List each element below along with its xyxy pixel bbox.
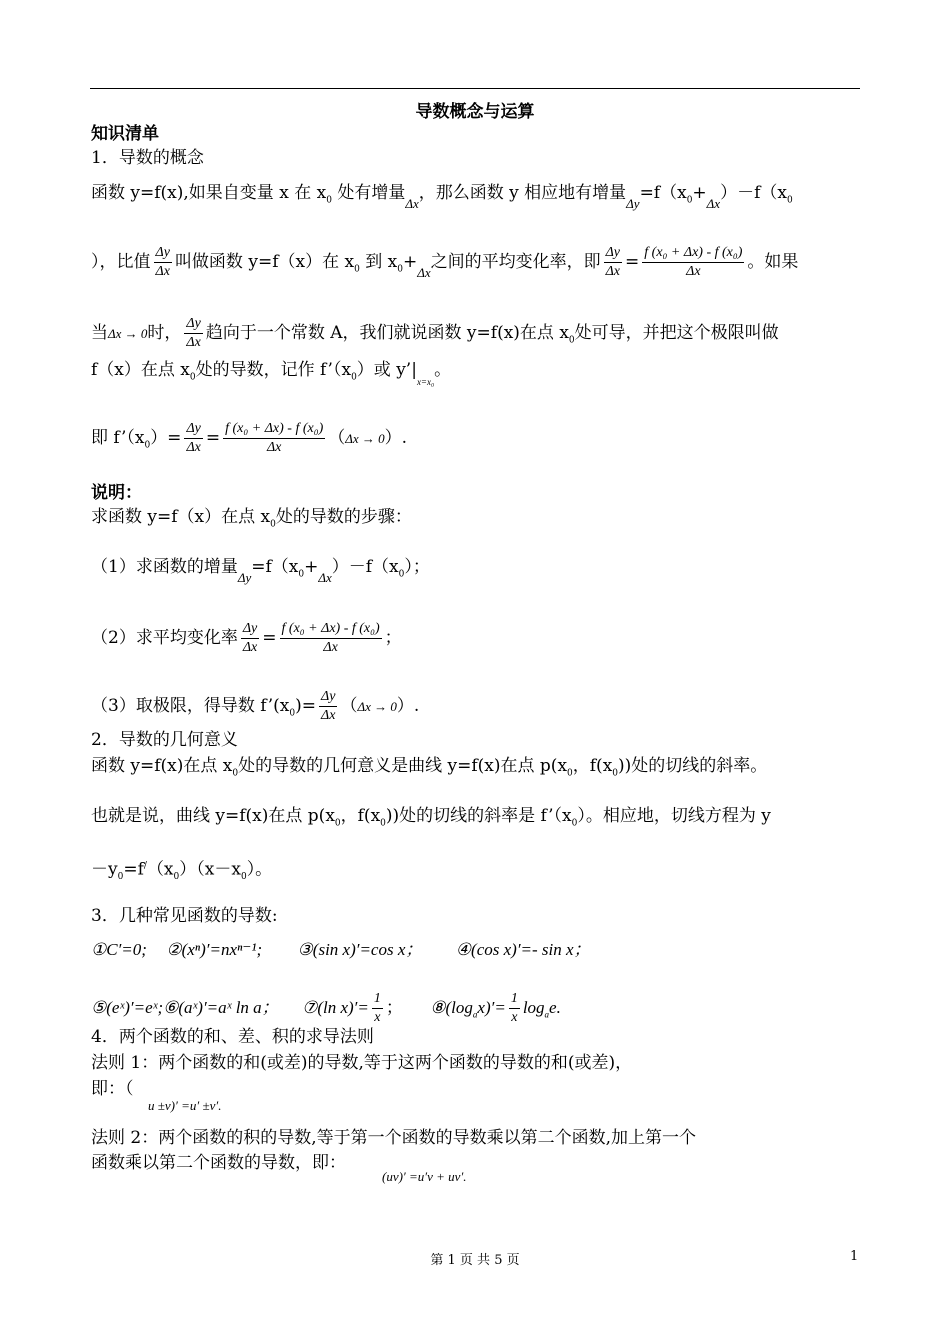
text: 处的导数的几何意义是曲线 y=f(x)在点 p(x (238, 756, 568, 776)
text: 之间的平均变化率，即 (430, 252, 601, 272)
sub: 0 (117, 872, 124, 883)
text: ）； (404, 557, 430, 577)
text: 也就是说，曲线 y=f(x)在点 p(x (91, 806, 335, 826)
sub: 0 (397, 264, 403, 275)
section-4-heading: 4．两个函数的和、差、积的求导法则 (91, 1027, 374, 1047)
rule-2-formula: (uv)′ =u′v + uv′. (382, 1169, 467, 1184)
section-3-heading: 3．几种常见函数的导数: (91, 906, 278, 926)
text: ，那么函数 y 相应地有增量 (418, 183, 627, 203)
delta-x: Δx (706, 196, 721, 211)
sup: / (143, 861, 147, 871)
text: 即：（ (91, 1079, 134, 1099)
fraction-dy-dx: $\frac{\Delta y}{\Delta x}$ (242, 621, 258, 655)
text: ）或 y’| (356, 360, 417, 380)
s2-line-2 (91, 806, 771, 833)
sub: a (472, 1009, 478, 1020)
rule-1-equation (91, 1079, 134, 1099)
sub: 0 (351, 372, 357, 383)
delta-x: Δx (405, 196, 419, 211)
page-title: 导数概念与运算 (415, 102, 535, 122)
s1-line-3 (91, 315, 779, 352)
fraction-dy-dx: $\frac{\Delta y}{\Delta x}$ (155, 245, 170, 279)
formula-row-2 (91, 990, 561, 1027)
delta-y: Δy (237, 570, 252, 585)
formula-1: ①C′=0; (91, 940, 147, 959)
text: （ (328, 428, 346, 448)
sub: 0 (398, 569, 405, 580)
s1-line-5: 即 $f’(x_0)=$ $\frac{\Delta y}{\Delta x}$ = $\frac{\text{f (x₀ + Δx) - f (x₀)}}{\Delta x}$ （Δx → 0）. (91, 421, 408, 455)
fraction-one-over-x: $\frac{1}{x}$ (510, 991, 518, 1025)
fraction-dy-dx: $\frac{\Delta y}{\Delta x}$ (605, 245, 621, 279)
text: ）. (396, 696, 420, 716)
fraction-difference-quotient: $\frac{\text{f (x₀ + Δx) - f (x₀)}}{\Delta x}$ (225, 421, 324, 455)
fraction-one-over-x: $\frac{1}{x}$ (373, 991, 381, 1025)
fraction-dy-dx: $\frac{\Delta y}{\Delta x}$ (321, 689, 336, 723)
text: 到 x (365, 252, 398, 272)
formula-4: ④(cos x)′=- sin x； (455, 940, 591, 959)
sub: 0 (380, 818, 386, 829)
formula-5-6: ⑤(eˣ)′=eˣ;⑥(aˣ)′=aˣ ln a； (91, 998, 279, 1017)
text: （x (146, 859, 174, 880)
text: 处有增量 (337, 183, 406, 203)
text: 。 (434, 360, 452, 380)
text: （2）求平均变化率 (91, 628, 238, 648)
limit: Δx → 0 (108, 326, 148, 341)
formula-8: ⑧(log (430, 998, 473, 1017)
text: ； (384, 628, 402, 648)
text: ，f(x (572, 756, 613, 776)
text: ))处的切线的斜率。 (618, 756, 768, 776)
fraction-dy-dx: $\frac{\Delta y}{\Delta x}$ (186, 421, 201, 455)
sub: 0 (686, 195, 693, 206)
rule-1: 法则 1：两个函数的和(或差)的导数,等于这两个函数的导数的和(或差)， (91, 1053, 633, 1073)
limit: Δx → 0 (345, 431, 385, 446)
text: =f (123, 859, 144, 880)
sub: 0 (334, 818, 341, 829)
step-1 (91, 557, 430, 584)
page-footer: 第 1 页 共 5 页 (430, 1253, 520, 1268)
text: f（x）在点 x (91, 360, 190, 380)
fraction-dy-dx: $\frac{\Delta y}{\Delta x}$ (186, 316, 201, 350)
text: 当 (91, 323, 108, 343)
rule-2-line-1: 法则 2：两个函数的积的导数,等于第一个函数的导数乘以第二个函数,加上第一个 (91, 1128, 697, 1148)
text: ）。 (246, 859, 273, 880)
s1-line-2: ），比值 $\frac{\Delta y}{\Delta x}$ 叫做函数 y=f（x）在 $x_0$ 到 $x_0+_{\Delta x}$之间的平均变化率，即 $\frac{\Delta y}{\Delta x}$ = $\frac{\text{f (x₀ + Δx) - f (x₀)}}{\Delta x}$ 。如果 (91, 245, 799, 280)
text: e. (549, 998, 561, 1017)
delta-x: Δx (318, 570, 332, 585)
fraction-difference-quotient: $\frac{\text{f (x₀ + Δx) - f (x₀)}}{\Delta x}$ (281, 621, 380, 655)
eval-point: x=x₀ (416, 377, 435, 387)
text: （3）取极限，得导数 f’(x (91, 696, 290, 716)
sub: 0 (326, 195, 332, 206)
sub: 0 (568, 335, 575, 346)
sub: 0 (571, 818, 578, 829)
rule-1-formula: u ±v)′ =u′ ±v′. (148, 1098, 222, 1113)
text: 即 f’（x (91, 428, 145, 448)
sub: 0 (612, 768, 619, 779)
text: 函数 y=f(x)在点 x (91, 756, 233, 776)
text: + (304, 557, 319, 577)
s2-line-1 (91, 756, 767, 783)
formula-2: ②(xⁿ)′=nxⁿ⁻¹; (166, 940, 263, 959)
s1-line-4 (91, 360, 451, 387)
text: ）－f（x (720, 183, 787, 203)
sub: 0 (240, 872, 247, 883)
text: 叫做函数 y=f（x）在 x (174, 252, 355, 272)
text: x)′= (477, 998, 506, 1017)
text: 处的导数，记作 f’（x (195, 360, 352, 380)
limit: Δx → 0 (357, 699, 397, 714)
s2-line-3 (91, 856, 272, 887)
rule-2-line-2: 函数乘以第二个函数的导数，即： (91, 1153, 346, 1173)
text: 趋向于一个常数 A，我们就说函数 y=f(x)在点 x (205, 323, 569, 343)
sub: 0 (173, 872, 180, 883)
text: ）－f（x (331, 557, 399, 577)
text: ），比值 (91, 252, 151, 272)
text: （1）求函数的增量 (91, 557, 238, 577)
header-rule (90, 88, 860, 89)
section-1-heading: 1．导数的概念 (91, 148, 204, 168)
text: ）。相应地，切线方程为 y (577, 806, 771, 826)
step-3 (91, 688, 419, 725)
text: ，f(x (340, 806, 381, 826)
sub: 0 (270, 519, 276, 530)
text: －y (91, 859, 118, 880)
text: 时， (147, 323, 182, 343)
text: 处可导，并把这个极限叫做 (574, 323, 779, 343)
text: =f（x (251, 557, 299, 577)
sub: 0 (189, 372, 196, 383)
delta-x: Δx (417, 265, 431, 280)
sub: a (544, 1009, 550, 1020)
text: 求函数 y=f（x）在点 x (91, 507, 271, 527)
text: ）. (384, 428, 408, 448)
sub: 0 (567, 768, 573, 779)
formula-7: ⑦(ln x)′= (302, 998, 369, 1017)
formula-row-1 (91, 940, 591, 960)
text: + (402, 252, 418, 272)
sub: 0 (144, 440, 151, 451)
sub: 0 (298, 569, 305, 580)
s1-line-1 (91, 183, 793, 210)
text: ； (385, 998, 403, 1018)
knowledge-heading: 知识清单 (91, 124, 159, 144)
fraction-difference-quotient: $\frac{\text{f (x₀ + Δx) - f (x₀)}}{\Delta x}$ (644, 245, 743, 279)
text: )= (295, 696, 317, 716)
text: 。如果 (747, 252, 799, 272)
text: ))处的切线的斜率是 f’（x (385, 806, 572, 826)
text: 处的导数的步骤： (275, 507, 412, 527)
sub: 0 (786, 195, 793, 206)
section-2-heading: 2．导数的几何意义 (91, 730, 238, 750)
text: + (692, 183, 707, 203)
text: 函数 y=f(x),如果自变量 x 在 x (91, 183, 327, 203)
page-number: 1 (850, 1249, 859, 1264)
note-heading: 说明： (91, 483, 142, 503)
text: ）（x－x (179, 859, 241, 880)
text: （ (340, 696, 358, 716)
text: log (522, 998, 545, 1017)
delta-y: Δy (626, 196, 640, 211)
sub: 0 (289, 708, 296, 719)
step-2: （2）求平均变化率 $\frac{\Delta y}{\Delta x}$ = $\frac{\text{f (x₀ + Δx) - f (x₀)}}{\Delta x}$ ； (91, 621, 402, 655)
sub: 0 (354, 264, 360, 275)
note-intro (91, 507, 412, 534)
text: ）= (150, 428, 182, 448)
formula-3: ③(sin x)′=cos x； (297, 940, 423, 959)
sub: 0 (232, 768, 239, 779)
text: =f（x (639, 183, 687, 203)
